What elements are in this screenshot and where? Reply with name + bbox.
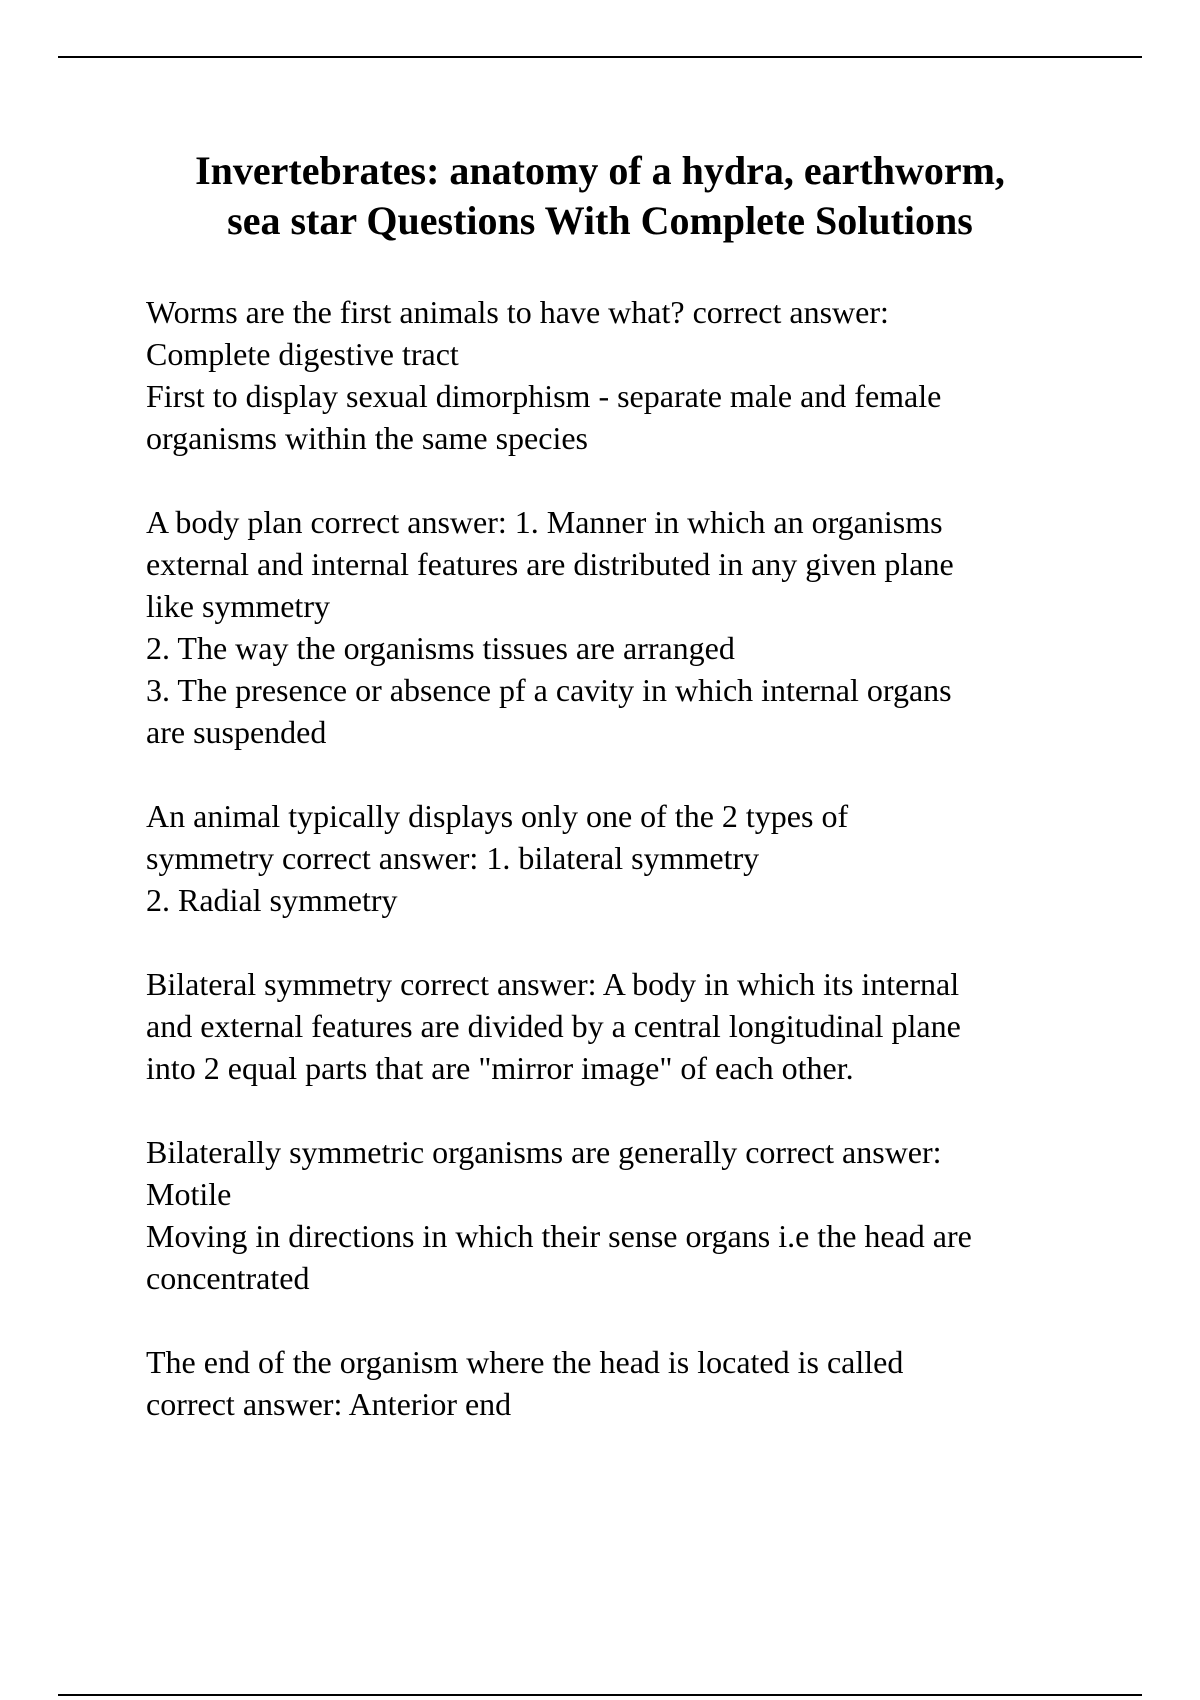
text-line: and external features are divided by a central longitudinal plane	[146, 1008, 961, 1044]
text-line: concentrated	[146, 1260, 310, 1296]
qa-entry-bilateral-symmetry	[146, 963, 1146, 1089]
text-line: A body plan correct answer: 1. Manner in which an organisms	[146, 504, 943, 540]
text-line: Moving in directions in which their sense organs i.e the head are	[146, 1218, 972, 1254]
text-line: An animal typically displays only one of the 2 types of	[146, 798, 849, 834]
header-rule	[58, 56, 1142, 58]
text-line: symmetry correct answer: 1. bilateral symmetry	[146, 840, 760, 876]
text-line: Motile	[146, 1176, 232, 1212]
title-line: Invertebrates: anatomy of a hydra, earthworm,	[195, 148, 1005, 193]
text-line: First to display sexual dimorphism - separate male and female	[146, 378, 942, 414]
qa-entry-body-plan	[146, 501, 1146, 753]
text-line: organisms within the same species	[146, 420, 588, 456]
footer-rule	[58, 1694, 1142, 1696]
qa-entry-anterior-end	[146, 1341, 1146, 1425]
qa-entry-bilateral-organisms	[146, 1131, 1146, 1299]
title-line: sea star Questions With Complete Solutions	[227, 198, 973, 243]
text-line: Bilaterally symmetric organisms are generally correct answer:	[146, 1134, 942, 1170]
text-line: into 2 equal parts that are "mirror image" of each other.	[146, 1050, 854, 1086]
text-line: are suspended	[146, 714, 327, 750]
text-line: Worms are the first animals to have what? correct answer:	[146, 294, 889, 330]
text-line: external and internal features are distributed in any given plane	[146, 546, 954, 582]
text-line: Complete digestive tract	[146, 336, 459, 372]
text-line: correct answer: Anterior end	[146, 1386, 512, 1422]
text-line: The end of the organism where the head is located is called	[146, 1344, 904, 1380]
document-body	[146, 291, 1146, 1467]
text-line: Bilateral symmetry correct answer: A body in which its internal	[146, 966, 960, 1002]
text-line: 2. Radial symmetry	[146, 882, 398, 918]
qa-entry-symmetry-types	[146, 795, 1146, 921]
page-title	[100, 146, 1100, 246]
text-line: 3. The presence or absence pf a cavity in which internal organs	[146, 672, 952, 708]
text-line: like symmetry	[146, 588, 330, 624]
text-line: 2. The way the organisms tissues are arranged	[146, 630, 735, 666]
qa-entry-first-animals	[146, 291, 1146, 459]
